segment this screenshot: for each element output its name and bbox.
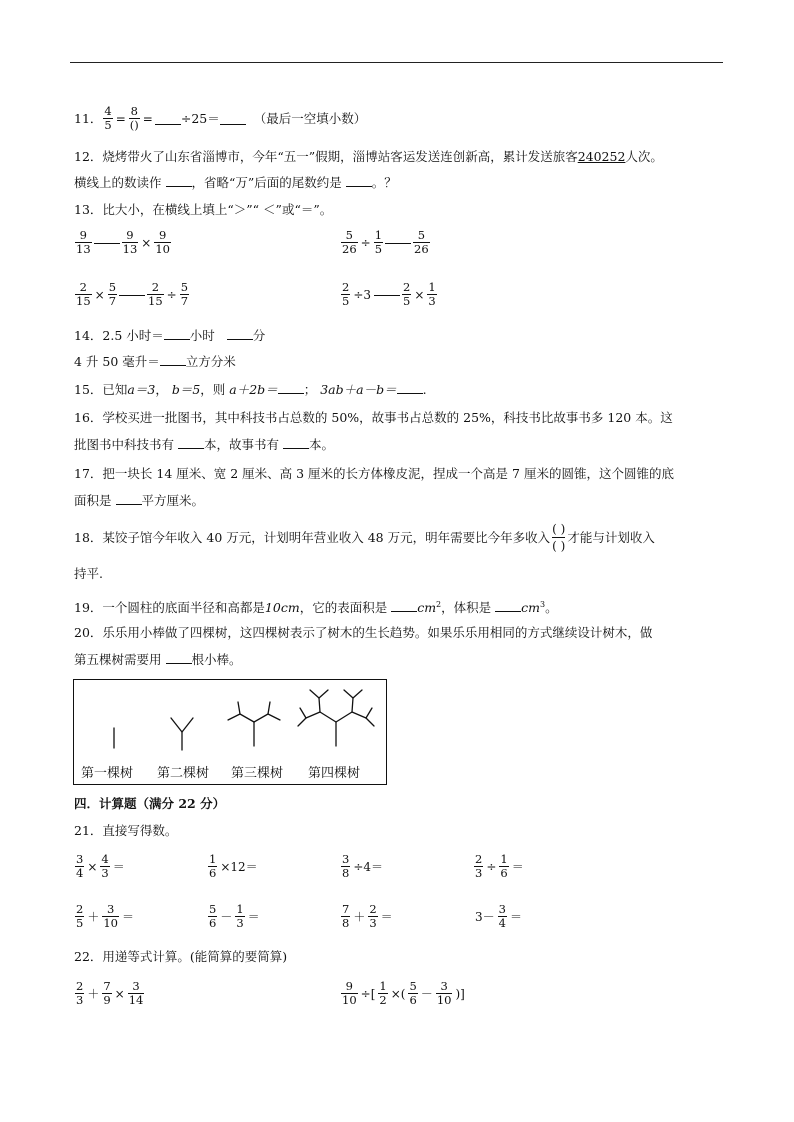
question-18-line-2: 持平. [74, 566, 103, 581]
question-16-line-2: 批图书中科技书有 本，故事书有 本。 [74, 437, 335, 452]
question-18-line-1: 18．某饺子馆今年收入 40 万元，计划明年营业收入 48 万元，明年需要比今年多收入 $\frac{( )}{( )}$ 才能与计划收入 [74, 522, 655, 553]
q13-compare-1: $\frac{9}{13}$ $\frac{9}{13}$ × $\frac{9}{10}$ [76, 228, 170, 256]
q13-compare-3: $\frac{2}{15}$ × $\frac{5}{7}$ $\frac{2}{15}$ ÷ $\frac{5}{7}$ [76, 280, 189, 308]
tree-label-3: 第三棵树 [231, 766, 284, 781]
q19-blank-1[interactable] [391, 599, 417, 612]
question-14-line-1: 14．2.5 小时＝ 小时 分 [74, 328, 266, 343]
header-rule [70, 62, 723, 63]
question-16-line-1: 16．学校买进一批图书，其中科技书占总数的 50%，故事书占总数的 25%，科技书比故事书多 120 本。这 [74, 410, 673, 425]
q11-fraction-2: $\frac{8}{()}$ [129, 104, 139, 132]
tree-2 [171, 718, 193, 750]
q19-blank-2[interactable] [495, 599, 521, 612]
q13-compare-2: $\frac{5}{26}$ ÷ $\frac{1}{5}$ $\frac{5}{26}$ [342, 228, 429, 256]
q15-blank-2[interactable] [397, 381, 423, 394]
q15-blank-1[interactable] [278, 381, 304, 394]
question-12-line-1: 12．烧烤带火了山东省淄博市，今年“五一”假期，淄博站客运发送连创新高，累计发送旅客240252人次。 [74, 149, 663, 164]
tree-label-2: 第二棵树 [157, 766, 210, 781]
tree-3 [228, 702, 280, 746]
q13-compare-4: $\frac{2}{5}$ ÷3 $\frac{2}{5}$ × $\frac{1}{3}$ [342, 280, 436, 308]
q16-blank-2[interactable] [283, 436, 309, 449]
q22-expression-1: $\frac{2}{3}$ ＋ $\frac{7}{9}$ × $\frac{3}{14}$ [76, 979, 144, 1007]
q14-blank-2[interactable] [227, 327, 253, 340]
q21-item-7: $\frac{7}{8}$ ＋ $\frac{2}{3}$ ＝ [342, 902, 393, 930]
q21-item-1: $\frac{3}{4}$ × $\frac{4}{3}$ ＝ [76, 852, 125, 880]
q12-blank-1[interactable] [166, 174, 192, 187]
q20-blank[interactable] [166, 651, 192, 664]
q21-item-6: $\frac{5}{6}$ － $\frac{1}{3}$ ＝ [209, 902, 260, 930]
q11-blank-2[interactable] [220, 112, 246, 125]
q11-number: 11． [74, 110, 103, 126]
question-21-title: 21．直接写得数。 [74, 823, 178, 838]
q22-expression-2: $\frac{9}{10}$ ÷[ $\frac{1}{2}$ ×( $\frac{5}{6}$ － $\frac{3}{10}$ )] [342, 979, 465, 1007]
q21-item-2: $\frac{1}{6}$ ×12＝ [209, 852, 258, 880]
question-14-line-2: 4 升 50 毫升＝ 立方分米 [74, 354, 236, 369]
tree-4 [298, 690, 374, 746]
question-20-line-1: 20．乐乐用小棒做了四棵树，这四棵树表示了树木的生长趋势。如果乐乐用相同的方式继续设计树木，做 [74, 625, 653, 640]
q16-blank-1[interactable] [178, 436, 204, 449]
question-22-title: 22．用递等式计算。(能简算的要简算) [74, 949, 288, 964]
q14-blank-3[interactable] [160, 353, 186, 366]
q12-number: 240252 [577, 149, 626, 164]
q14-blank-1[interactable] [164, 327, 190, 340]
question-20-line-2: 第五棵树需要用 根小棒。 [74, 652, 242, 667]
tree-label-4: 第四棵树 [308, 766, 361, 781]
q21-item-8: 3－ $\frac{3}{4}$ ＝ [475, 902, 522, 930]
q21-item-5: $\frac{2}{5}$ ＋ $\frac{3}{10}$ ＝ [76, 902, 134, 930]
question-19: 19．一个圆柱的底面半径和高都是10cm，它的表面积是 $cm^2$，体积是 $cm^3$。 [74, 600, 558, 616]
q12-blank-2[interactable] [346, 174, 372, 187]
q11-note: （最后一空填小数） [253, 110, 367, 126]
q11-fraction-1: $\frac{4}{5}$ [104, 104, 112, 132]
q21-item-4: $\frac{2}{3}$ ÷ $\frac{1}{6}$ ＝ [475, 852, 524, 880]
tree-label-1: 第一棵树 [81, 766, 134, 781]
q13-blank-3[interactable] [119, 294, 145, 296]
q18-blank-fraction[interactable]: $\frac{( )}{( )}$ [552, 522, 566, 553]
q13-blank-2[interactable] [385, 242, 411, 244]
question-12-line-2: 横线上的数读作 ，省略“万”后面的尾数约是 。？ [74, 175, 397, 190]
q11-div: ÷25＝ [180, 110, 220, 126]
q21-item-3: $\frac{3}{8}$ ÷4＝ [342, 852, 384, 880]
section-4-title: 四．计算题（满分 22 分） [74, 796, 226, 811]
q17-blank[interactable] [116, 492, 142, 505]
q13-blank-1[interactable] [94, 242, 120, 244]
question-13-title: 13．比大小，在横线上填上“＞”“ ＜”或“＝”。 [74, 202, 333, 217]
q13-blank-4[interactable] [374, 294, 400, 296]
question-11: 11． $\frac{4}{5}$ = $\frac{8}{()}$ = ÷25＝ （最后一空填小数） [74, 104, 367, 132]
question-17-line-2: 面积是 平方厘米。 [74, 493, 205, 508]
question-15: 15．已知a＝3， b＝5，则 a＋2b＝ ； 3ab＋a－b＝ . [74, 382, 427, 397]
question-17-line-1: 17．把一块长 14 厘米、宽 2 厘米、高 3 厘米的长方体橡皮泥，捏成一个高是 7 厘米的圆锥，这个圆锥的底 [74, 466, 674, 481]
tree-figure [73, 679, 387, 785]
q11-blank-1[interactable] [155, 112, 181, 125]
